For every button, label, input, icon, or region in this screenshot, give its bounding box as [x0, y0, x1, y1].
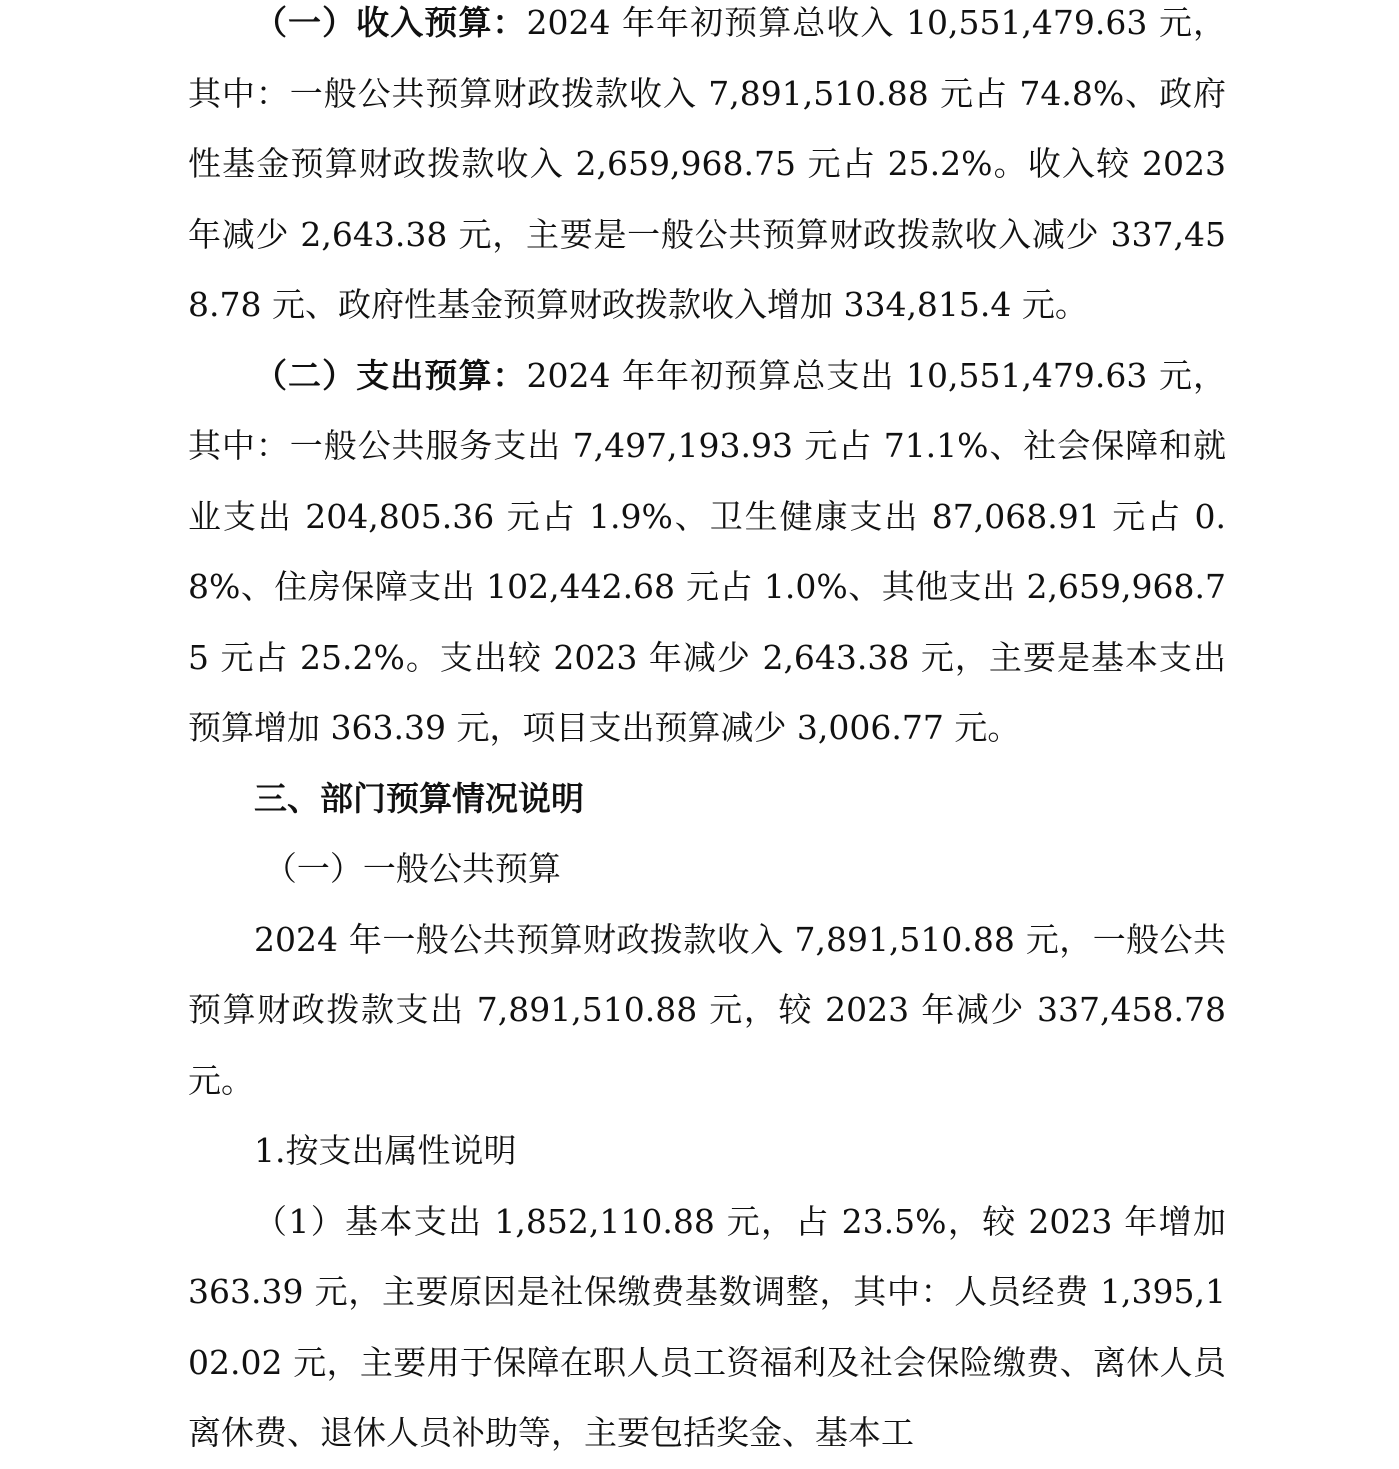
- income-budget-paragraph: [188, 0, 1226, 341]
- subsection-heading: （一）一般公共预算: [263, 849, 561, 888]
- income-budget-text: 2024 年年初预算总收入 10,551,479.63 元，其中：一般公共预算财政拨款收入 7,891,510.88 元占 74.8%、政府性基金预算财政拨款收入 2,659,968.75 元占 25.2%。收入较 2023 年减少 2,643.38 元，主要是一般公共预算财政拨款收入减少 337,458.78 元、政府性基金预算财政拨款收入增加 334,815.4 元。: [188, 3, 1226, 324]
- basic-expense-paragraph: （1）基本支出 1,852,110.88 元，占 23.5%，较 2023 年增加 363.39 元，主要原因是社保缴费基数调整，其中：人员经费 1,395,102.02 元，主要用于保障在职人员工资福利及社会保险缴费、离休人员离休费、退休人员补助等，主要包括奖金、基本工: [188, 1201, 1226, 1452]
- income-budget-lead: （一）收入预算：: [254, 3, 527, 42]
- general-budget-paragraph: 2024 年一般公共预算财政拨款收入 7,891,510.88 元，一般公共预算财政拨款支出 7,891,510.88 元，较 2023 年减少 337,458.78 元。: [188, 919, 1226, 1100]
- expense-budget-lead: （二）支出预算：: [254, 355, 527, 395]
- expense-budget-paragraph: [188, 341, 1226, 764]
- document-page: [188, 0, 1226, 1469]
- section-heading: 三、部门预算情况说明: [254, 778, 584, 818]
- expense-budget-text: 2024 年年初预算总支出 10,551,479.63 元，其中：一般公共服务支出 7,497,193.93 元占 71.1%、社会保障和就业支出 204,805.36 元占 1.9%、卫生健康支出 87,068.91 元占 0.8%、住房保障支出 102,442.68 元占 1.0%、其他支出 2,659,968.75 元占 25.2%。支出较 2023 年减少 2,643.38 元，主要是基本支出预算增加 363.39 元，项目支出预算减少 3,006.77 元。: [188, 355, 1226, 747]
- item-heading: 1.按支出属性说明: [254, 1131, 517, 1170]
